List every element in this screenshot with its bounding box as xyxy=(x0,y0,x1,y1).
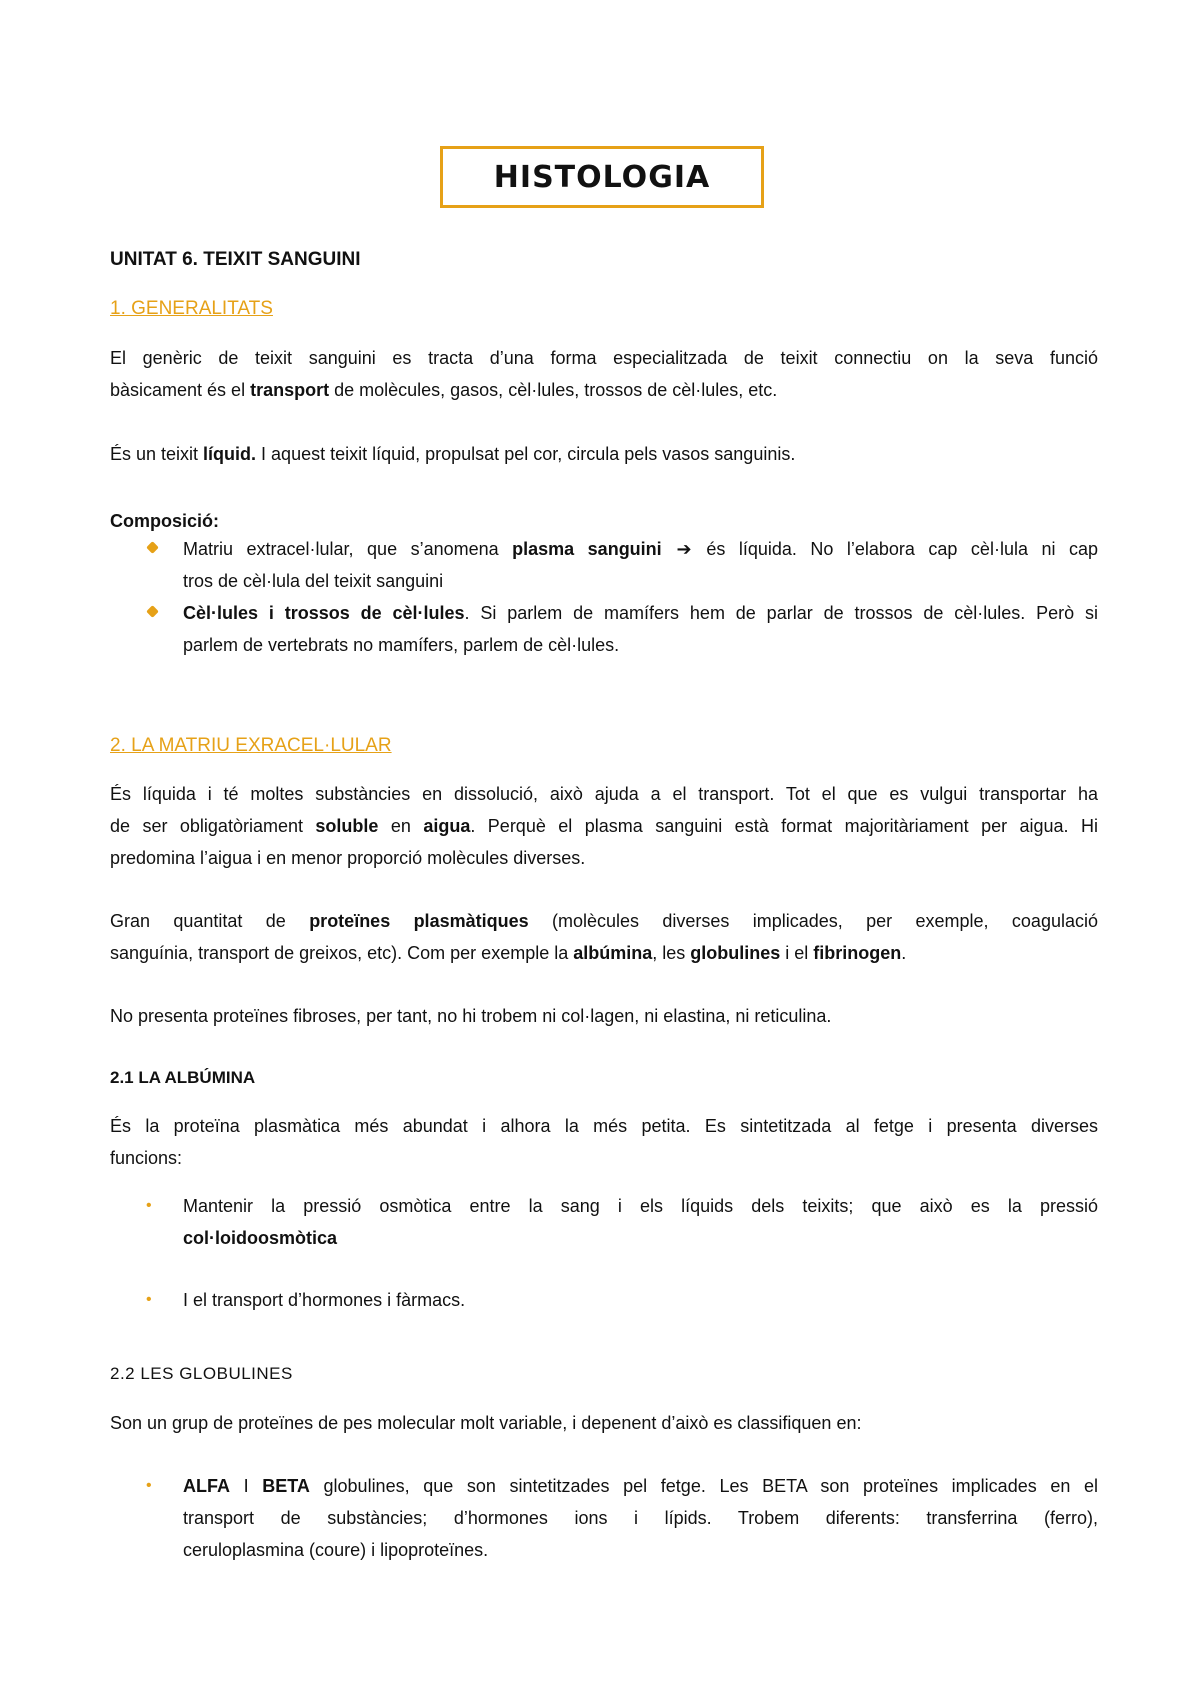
orange-diamond-bullet-icon xyxy=(146,605,159,618)
s1-paragraph-2: És un teixit líquid. I aquest teixit líquid, propulsat pel cor, circula pels vasos sanguinis. xyxy=(110,444,796,464)
s2-paragraph-1-line-1: És líquida i té moltes substàncies en dissolució, això ajuda a el transport. Tot el que es vulgui transportar ha xyxy=(110,784,1098,804)
s1-paragraph-1-line-2: bàsicament és el transport de molècules, gasos, cèl·lules, trossos de cèl·lules, etc. xyxy=(110,380,778,400)
s2-paragraph-2-line-1: Gran quantitat de proteïnes plasmàtiques (molècules diverses implicades, per exemple, coagulació xyxy=(110,911,1098,931)
s1-bullet-1-line-1: Matriu extracel·lular, que s’anomena plasma sanguini ➔ és líquida. No l’elabora cap cèl·lula ni cap xyxy=(183,539,1098,560)
s1-bullet-2-line-1: Cèl·lules i trossos de cèl·lules. Si parlem de mamífers hem de parlar de trossos de cèl·lules. Però si xyxy=(183,603,1098,623)
section-2-heading: 2. LA MATRIU EXRACEL·LULAR xyxy=(110,735,392,756)
unit-heading: UNITAT 6. TEIXIT SANGUINI xyxy=(110,249,361,270)
section-2-1-heading: 2.1 LA ALBÚMINA xyxy=(110,1068,256,1087)
s2-paragraph-2-line-2: sanguínia, transport de greixos, etc). Com per exemple la albúmina, les globulines i el fibrinogen. xyxy=(110,943,907,963)
s21-bullet-1-line-2: col·loidoosmòtica xyxy=(183,1228,338,1248)
orange-diamond-bullet-icon xyxy=(146,541,159,554)
s21-paragraph-line-1: És la proteïna plasmàtica més abundat i alhora la més petita. Es sintetitzada al fetge i presenta diverses xyxy=(110,1116,1098,1136)
orange-dot-bullet-icon: • xyxy=(146,1477,152,1494)
s22-bullet-1-line-3: ceruloplasmina (coure) i lipoproteïnes. xyxy=(183,1540,489,1560)
document-title: HISTOLOGIA xyxy=(493,159,711,195)
s1-bullet-2-line-2: parlem de vertebrats no mamífers, parlem de cèl·lules. xyxy=(183,635,620,655)
s21-bullet-1-line-1: Mantenir la pressió osmòtica entre la sang i els líquids dels teixits; que això es la pressió xyxy=(183,1196,1098,1216)
s1-paragraph-1-line-1: El genèric de teixit sanguini es tracta d’una forma especialitzada de teixit connectiu on la seva funció xyxy=(110,348,1098,368)
s22-bullet-1-line-1: ALFA I BETA globulines, que son sintetitzades pel fetge. Les BETA son proteïnes implicades en el xyxy=(183,1476,1098,1496)
s22-bullet-1-line-2: transport de substàncies; d’hormones ions i lípids. Trobem diferents: transferrina (ferro), xyxy=(183,1508,1098,1528)
section-1-heading: 1. GENERALITATS xyxy=(110,298,273,319)
orange-dot-bullet-icon: • xyxy=(146,1291,152,1308)
s22-paragraph: Son un grup de proteïnes de pes molecular molt variable, i depenent d’això es classifiquen en: xyxy=(110,1413,862,1433)
orange-dot-bullet-icon: • xyxy=(146,1197,152,1214)
title-box xyxy=(440,146,764,208)
s1-bullet-1-line-2: tros de cèl·lula del teixit sanguini xyxy=(183,571,444,591)
s2-paragraph-3: No presenta proteïnes fibroses, per tant, no hi trobem ni col·lagen, ni elastina, ni reticulina. xyxy=(110,1006,832,1026)
composition-label: Composició: xyxy=(110,511,220,531)
s21-paragraph-line-2: funcions: xyxy=(110,1148,183,1168)
s21-bullet-2: I el transport d’hormones i fàrmacs. xyxy=(183,1290,466,1310)
s2-paragraph-1-line-2: de ser obligatòriament soluble en aigua. Perquè el plasma sanguini està format majoritàriament per aigua. Hi xyxy=(110,816,1098,836)
s2-paragraph-1-line-3: predomina l’aigua i en menor proporció molècules diverses. xyxy=(110,848,586,868)
section-2-2-heading: 2.2 LES GLOBULINES xyxy=(110,1364,293,1383)
